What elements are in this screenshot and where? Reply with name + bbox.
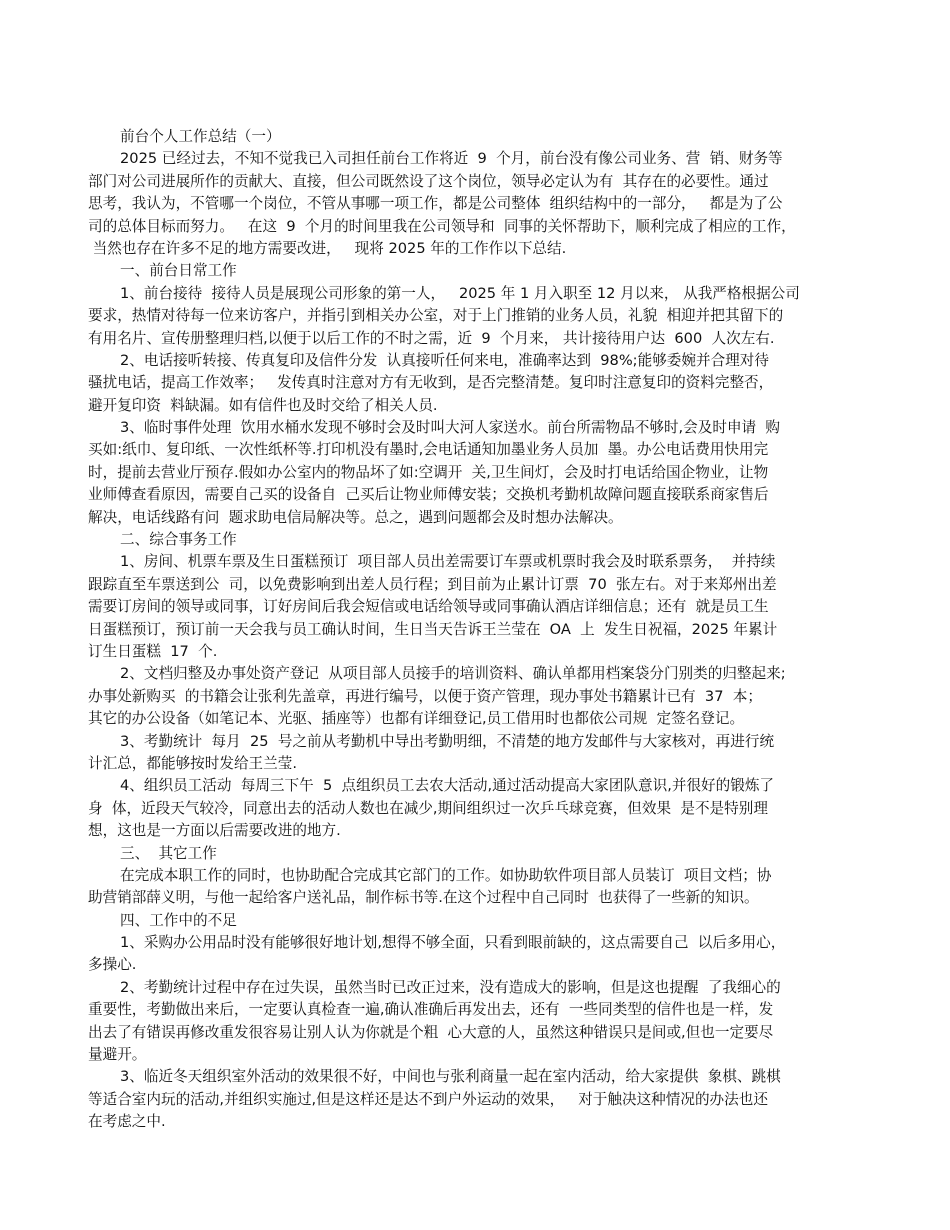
- text-line: 1、房间、机票车票及生日蛋糕预订 项目部人员出差需要订车票或机票时我会及时联系票务， 并持续: [120, 553, 776, 571]
- text-line: 多操心.: [88, 956, 137, 974]
- text-line: 计汇总，都能够按时发给王兰莹.: [88, 754, 297, 772]
- text-line: 1、前台接待 接待人员是展现公司形象的第一人， 2025 年 1 月入职至 12 月以来， 从我严格根据公司: [120, 284, 800, 302]
- text-line: 买如:纸巾、复印纸、一次性纸杯等.打印机没有墨时,会电话通知加墨业务人员加 墨。办公电话费用快用完: [88, 441, 769, 459]
- text-line: 要求，热情对待每一位来访客户，并指引到相关办公室，对于上门推销的业务人员，礼貌 相迎并把其留下的: [88, 307, 784, 325]
- text-line: 跟踪直至车票送到公 司，以免费影响到出差人员行程；到目前为止累计订票 70 张左右。对于来郑州出差: [88, 575, 777, 593]
- text-line: 前台个人工作总结（一）: [120, 128, 281, 145]
- text-line: 业师傅查看原因，需要自己买的设备自 己买后让物业师傅安装；交换机考勤机故障问题直接联系商家售后: [88, 486, 769, 504]
- text-line: 想，这也是一方面以后需要改进的地方.: [88, 822, 341, 840]
- text-line: 出去了有错误再修改重发很容易让别人认为你就是个粗 心大意的人，虽然这种错误只是间或,但也一定要尽: [88, 1023, 774, 1041]
- text-line: 3、临近冬天组织室外活动的效果很不好，中间也与张利商量一起在室内活动，给大家提供 象棋、跳棋: [120, 1068, 781, 1086]
- text-line: 思考，我认为，不管哪一个岗位，不管从事哪一项工作，都是公司整体 组织结构中的一部分， 都是为了公: [88, 195, 783, 213]
- text-line: 有用名片、宣传册整理归档,以便于以后工作的不时之需，近 9 个月来， 共计接待用户达 600 人次左右.: [88, 329, 775, 347]
- text-line: 其它的办公设备（如笔记本、光驱、插座等）也都有详细登记,员工借用时也都依公司规 定签名登记。: [88, 710, 745, 728]
- text-line: 办事处新购买 的书籍会让张利先盖章，再进行编号，以便于资产管理，现办事处书籍累计已有 37 本；: [88, 687, 762, 705]
- text-line: 需要订房间的领导或同事，订好房间后我会短信或电话给领导或同事确认酒店详细信息；还有 就是员工生: [88, 598, 769, 616]
- text-line: 1、采购办公用品时没有能够很好地计划,想得不够全面，只看到眼前缺的，这点需要自己 以后多用心，: [120, 934, 786, 952]
- text-line: 量避开。: [88, 1046, 147, 1064]
- text-line: 骚扰电话，提高工作效率； 发传真时注意对方有无收到，是否完整清楚。复印时注意复印的资料完整否，: [88, 374, 774, 392]
- text-line: 3、考勤统计 每月 25 号之前从考勤机中导出考勤明细，不清楚的地方发邮件与大家核对，再进行统: [120, 732, 775, 750]
- text-line: 日蛋糕预订，预订前一天会我与员工确认时间，生日当天告诉王兰莹在 OA 上 发生日祝福，2025 年累计: [88, 620, 778, 638]
- text-line: 一、前台日常工作: [120, 262, 237, 280]
- text-line: 当然也存在许多不足的地方需要改进， 现将 2025 年的工作作以下总结.: [88, 239, 567, 257]
- text-line: 2、电话接听转接、传真复印及信件分发 认真接听任何来电，准确率达到 98%;能够委婉并合理对待: [120, 351, 769, 369]
- text-line: 时，提前去营业厅预存.假如办公室内的物品坏了如:空调开 关,卫生间灯，会及时打电话给国企物业，让物: [88, 463, 769, 481]
- text-line: 重要性，考勤做出来后，一定要认真检查一遍,确认准确后再发出去，还有 一些同类型的信件也是一样，发: [88, 1001, 774, 1019]
- text-line: 订生日蛋糕 17 个.: [88, 642, 218, 660]
- text-line: 三、 其它工作: [120, 844, 217, 862]
- text-line: 部门对公司进展所作的贡献大、直接，但公司既然设了这个岗位，领导必定认为有 其存在的必要性。通过: [88, 172, 769, 190]
- text-line: 助营销部薛义明，与他一起给客户送礼品，制作标书等.在这个过程中自己同时 也获得了一些新的知识。: [88, 889, 759, 907]
- text-line: 司的总体目标而努力。 在这 9 个月的时间里我在公司领导和 同事的关怀帮助下，顺利完成了相应的工作，: [88, 217, 796, 235]
- text-line: 在完成本职工作的同时，也协助配合完成其它部门的工作。如协助软件项目部人员装订 项目文档；协: [120, 866, 772, 884]
- text-line: 四、工作中的不足: [120, 911, 237, 929]
- text-line: 2、考勤统计过程中存在过失误，虽然当时已改正过来，没有造成大的影响，但是这也提醒 了我细心的: [120, 978, 781, 996]
- text-line: 等适合室内玩的活动,并组织实施过,但是这样还是达不到户外运动的效果， 对于触决这种情况的办法也还: [88, 1090, 768, 1108]
- text-line: 解决，电话线路有问 题求助电信局解决等。总之，遇到问题都会及时想办法解决。: [88, 508, 623, 526]
- text-line: 身 体，近段天气较冷，同意出去的活动人数也在减少,期间组织过一次乒乓球竞赛，但效果 是不是特别理: [88, 799, 768, 817]
- text-line: 在考虑之中.: [88, 1113, 166, 1131]
- text-line: 3、临时事件处理 饮用水桶水发现不够时会及时叫大河人家送水。前台所需物品不够时,会及时申请 购: [120, 419, 781, 437]
- text-line: 避开复印资 料缺漏。如有信件也及时交给了相关人员.: [88, 396, 438, 414]
- text-line: 4、组织员工活动 每周三下午 5 点组织员工去农大活动,通过活动提高大家团队意识,并很好的锻炼了: [120, 777, 775, 795]
- document-body: [88, 126, 866, 1134]
- text-line: 2025 已经过去，不知不觉我已入司担任前台工作将近 9 个月，前台没有像公司业务、营 销、财务等: [120, 150, 783, 168]
- text-line: 2、文档归整及办事处资产登记 从项目部人员接手的培训资料、确认单都用档案袋分门别类的归整起来;: [120, 665, 786, 683]
- text-line: 二、综合事务工作: [120, 531, 237, 549]
